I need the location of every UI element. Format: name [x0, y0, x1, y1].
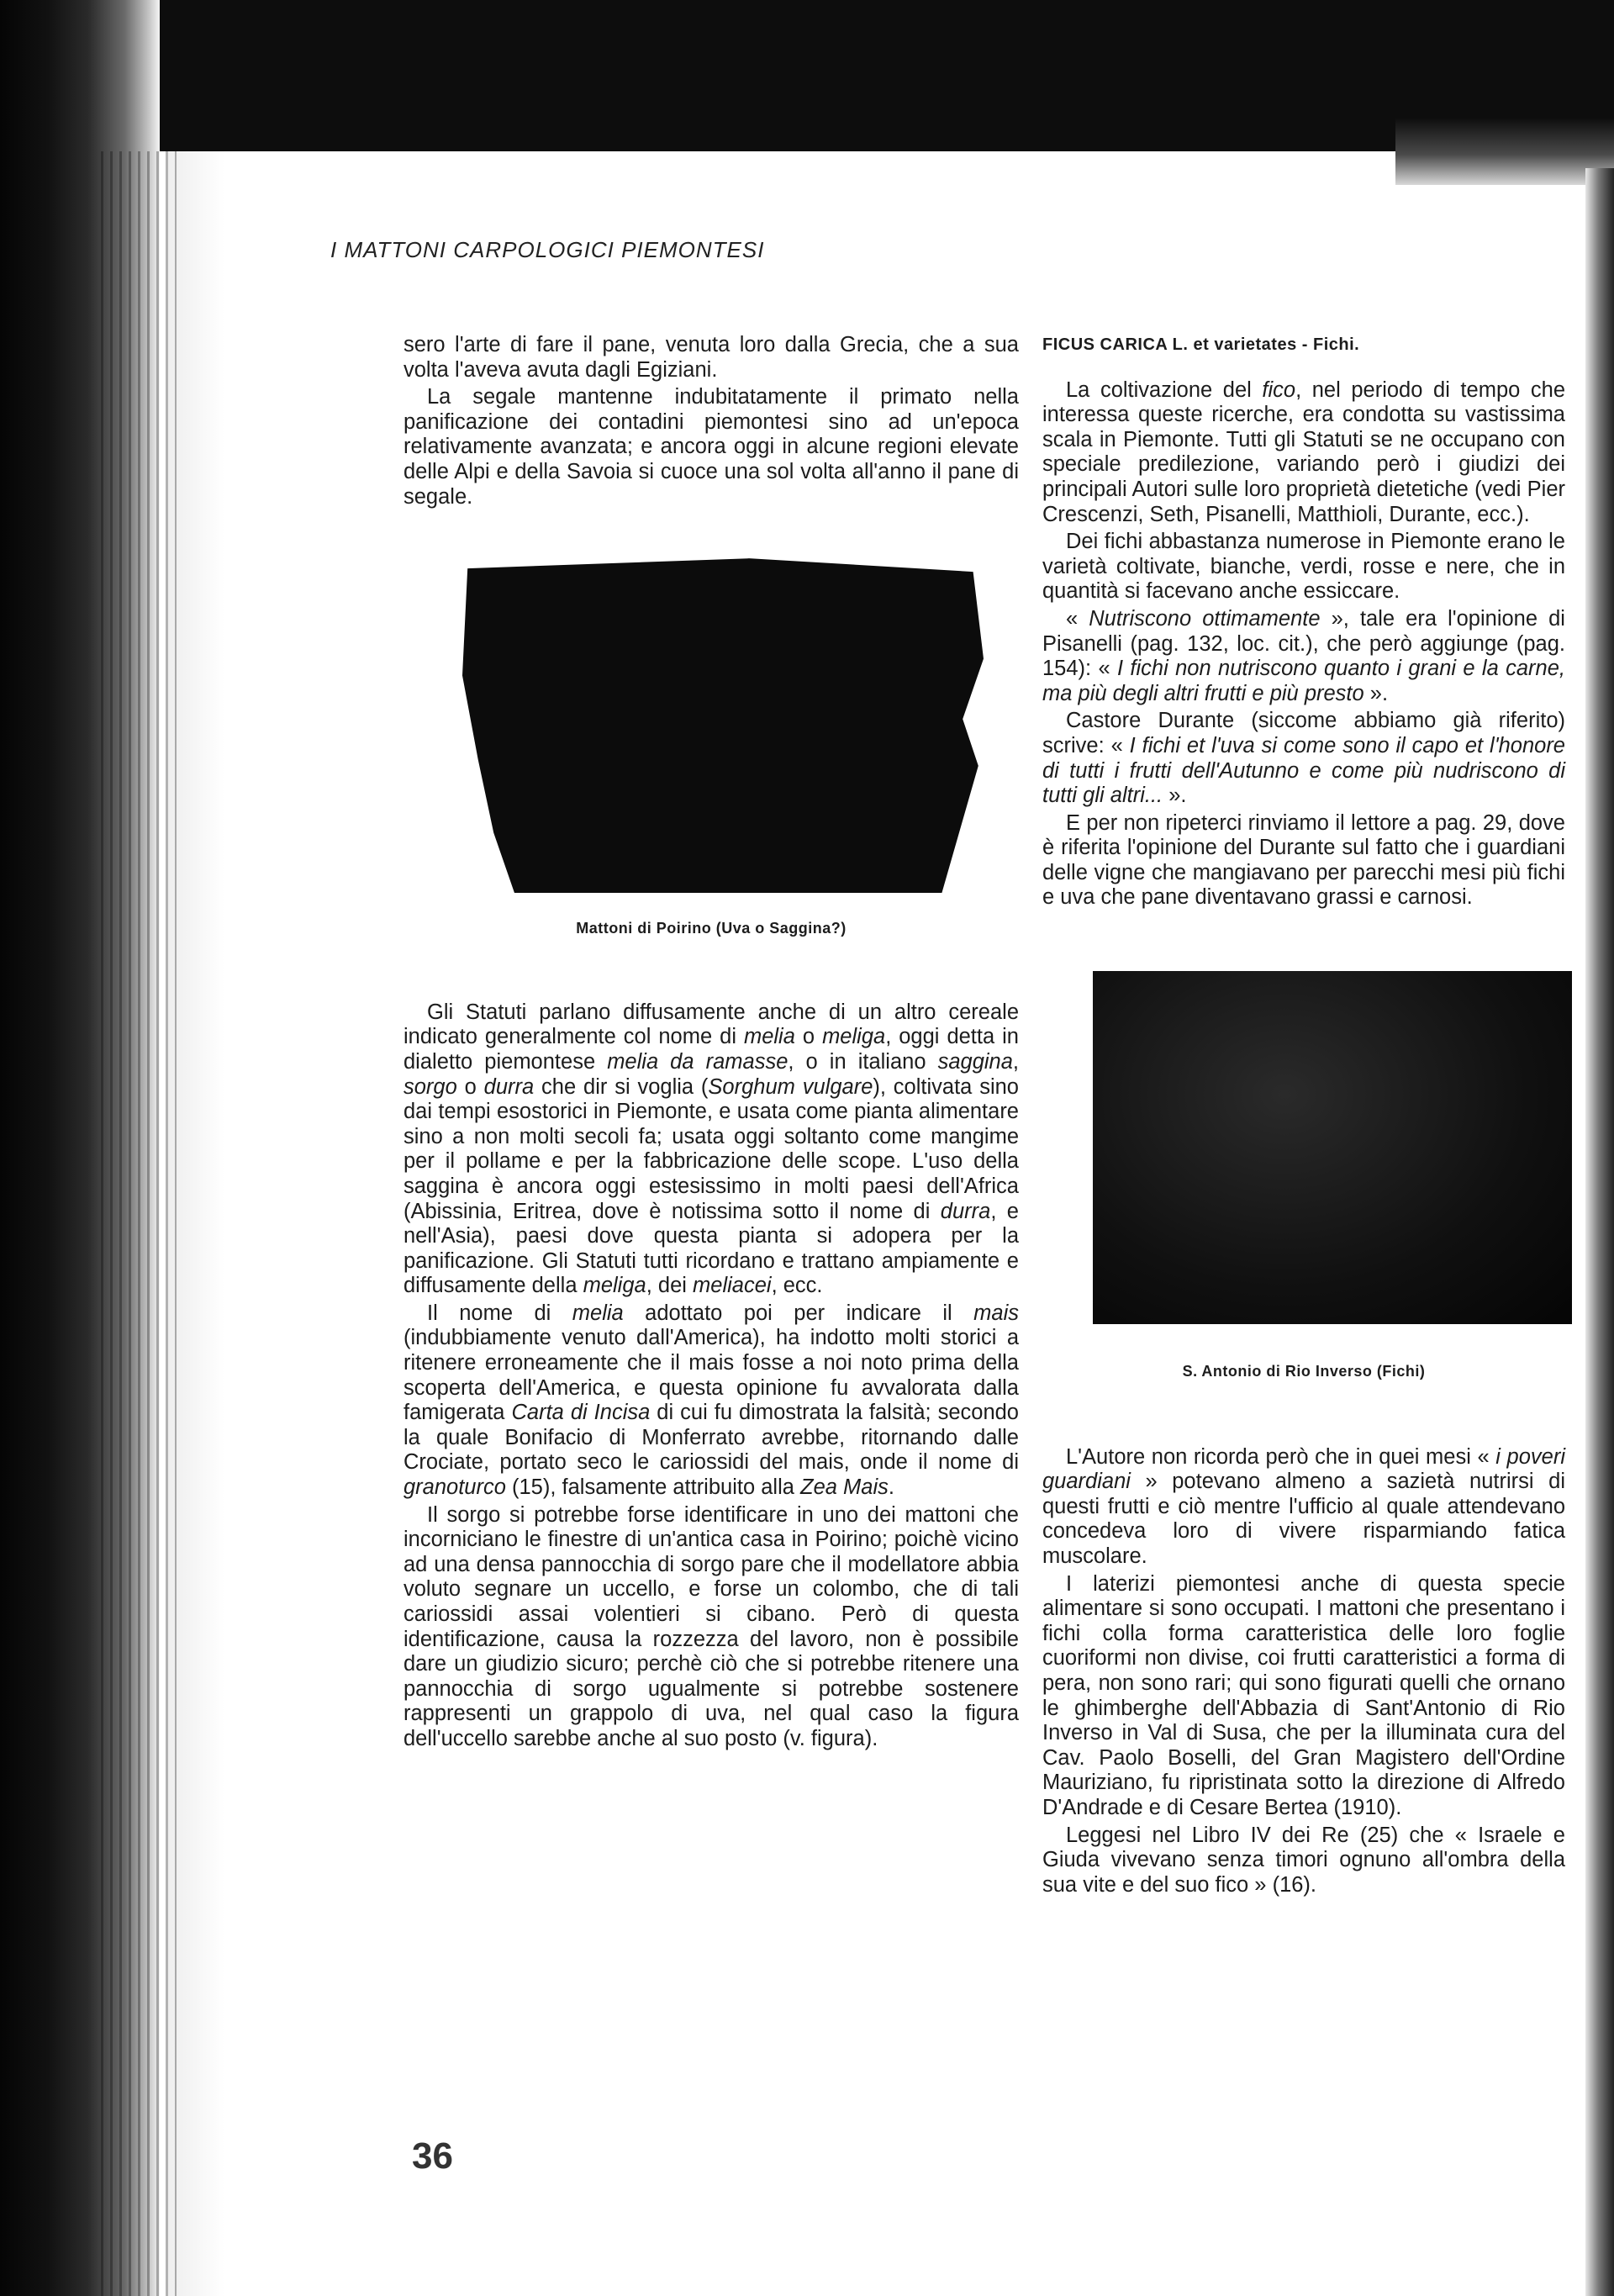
scan-left-stripes: [101, 151, 177, 2296]
scan-top-right-shadow: [1395, 118, 1614, 185]
paragraph: Dei fichi abbastanza numerose in Piemonte erano le varietà coltivate, bianche, verdi, rosse e nere, che in quantità si facevano anche essiccare.: [1042, 530, 1565, 604]
paragraph: Il nome di melia adottato poi per indicare il mais (indubbiamente venuto dall'America), ha indotto molti storici a ritenere erroneamente che il mais fosse a noi noto prima della scoperta dell'America, e questa opinione fu avvalorata dalla famigerata Carta di Incisa di cui fu dimostrata la falsità; secondo la quale Bonifacio di Monferrato avrebbe, ritornando dalle Crociate, portato seco le cariossidi del mais, onde il nome di granoturco (15), falsamente attribuito alla Zea Mais.: [404, 1301, 1020, 1500]
paragraph: E per non ripeterci rinviamo il lettore a pag. 29, dove è riferita l'opinione del Durante sul fatto che i guardiani delle vigne che mangiavano per parecchi mesi più fichi e uva che pane diventavano grassi e carnosi.: [1042, 810, 1565, 910]
paragraph: Gli Statuti parlano diffusamente anche di un altro cereale indicato generalmente col nome di melia o meliga, oggi detta in dialetto piemontese melia da ramasse, o in italiano saggina, sorgo o durra che dir si voglia (Sorghum vulgare), coltivata sino dai tempi esostorici in Piemonte, e usata come pianta alimentare sino a non molti secoli fa; usata oggi soltanto come mangime per il pollame e per la fabbricazione delle scope. L'uso della saggina è ancora oggi estesissimo in molti paesi dell'Africa (Abissinia, Eritrea, dove è notissima sotto il nome di durra, e nell'Asia), paesi dove questa pianta si adopera per la panificazione. Gli Statuti tutti ricordano e trattano ampiamente e diffusamente della meliga, dei meliacei, ecc.: [404, 1000, 1020, 1298]
figure-caption: S. Antonio di Rio Inverso (Fichi): [1182, 1363, 1426, 1380]
paragraph: « Nutriscono ottimamente », tale era l'opinione di Pisanelli (pag. 132, loc. cit.), che però aggiunge (pag. 154): « I fichi non nutriscono quanto i grani e la carne, ma più degli altri frutti e più presto ».: [1042, 606, 1565, 705]
paragraph: La segale mantenne indubitatamente il primato nella panificazione dei contadini piemontesi sino ad un'epoca relativamente avanzata; e ancora oggi in alcune regioni elevate delle Alpi e della Savoia si cuoce una sol volta all'anno il pane di segale.: [404, 385, 1019, 509]
scan-top-border: [0, 0, 1614, 151]
scan-right-shadow: [1585, 168, 1614, 2296]
paragraph: Leggesi nel Libro IV dei Re (25) che « Israele e Giuda vivevano senza timori ognuno all'ombra della sua vite e del suo fico » (16).: [1042, 1823, 1565, 1897]
paragraph: Il sorgo si potrebbe forse identificare in uno dei mattoni che incorniciano le finestre di un'antica casa in Poirino; poichè vicino ad una densa pannocchia di sorgo pare che il modellatore abbia voluto segnare un uccello, e forse un colombo, che di tali cariossidi assai volentieri si cibano. Però di questa identificazione, causa la rozzezza del lavoro, non è possibile dare un giudizio sicuro; perchè ciò che si potrebbe ritenere una pannocchia di sorgo ugualmente si potrebbe sostenere rappresenti un grappolo di uva, nel qual caso la figura dell'uccello sarebbe anche al suo posto (v. figura).: [404, 1502, 1019, 1750]
paragraph: L'Autore non ricorda però che in quei mesi « i poveri guardiani » potevano almeno a sazietà nutrirsi di questi frutti e ciò mentre l'ufficio al quale attendevano concedeva loro di vivere risparmiando fatica muscolare.: [1042, 1444, 1565, 1569]
paragraph: Castore Durante (siccome abbiamo già riferito) scrive: « I fichi et l'uva si come sono il capo et l'honore di tutti i frutti dell'Autunno e come più nudriscono di tutti gli altri... ».: [1042, 709, 1565, 808]
left-column: [404, 333, 1019, 1752]
paragraph: I laterizi piemontesi anche di questa specie alimentare si sono occupati. I mattoni che presentano i fichi colla forma caratteristica delle loro foglie cuoriformi non divise, coi frutti caratteristici a forma di pera, non sono rari; qui sono figurati quelli che ornano le ghimberghe dell'Abbazia di Sant'Antonio di Rio Inverso in Val di Susa, che per la illuminata cura del Cav. Paolo Boselli, del Gran Magistero dell'Ordine Mauriziano, fu ripristinata sotto la direzione di Alfredo D'Andrade e di Cesare Bertea (1910).: [1042, 1571, 1565, 1819]
photo-mattoni-poirino: [462, 558, 984, 893]
paragraph: La coltivazione del fico, nel periodo di tempo che interessa queste ricerche, era condotta su vastissima scala in Piemonte. Tutti gli Statuti se ne occupano con speciale predilezione, variando però i giudizi dei principali Autori sulle loro proprietà dietetiche (vedi Pier Crescenzi, Seth, Pisanelli, Matthioli, Durante, ecc.).: [1042, 377, 1566, 526]
running-head: I MATTONI CARPOLOGICI PIEMONTESI: [330, 237, 765, 262]
page-number: 36: [412, 2135, 453, 2177]
photo-sant-antonio-fichi: [1093, 971, 1572, 1324]
right-column: [1042, 333, 1565, 1897]
paragraph: sero l'arte di fare il pane, venuta loro dalla Grecia, che a sua volta l'aveva avuta dagli Egiziani.: [404, 333, 1019, 382]
section-heading: FICUS CARICA L. et varietates - Fichi.: [1042, 335, 1360, 354]
figure-caption: Mattoni di Poirino (Uva o Saggina?): [576, 920, 847, 937]
